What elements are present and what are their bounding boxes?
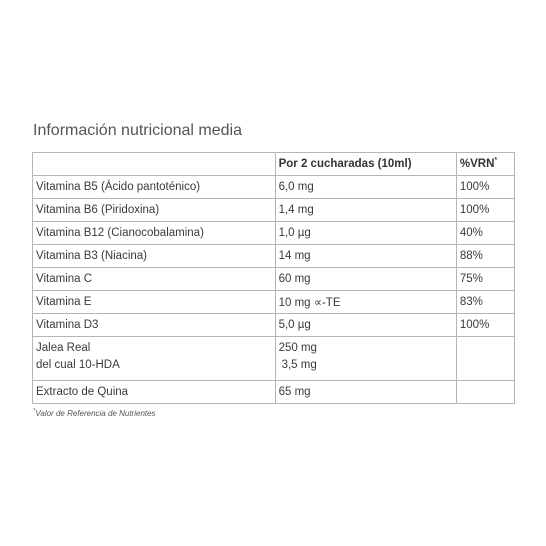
nutrient-amount: 1,4 mg bbox=[275, 199, 456, 222]
header-nutrient bbox=[33, 153, 276, 176]
nutrient-vrn: 88% bbox=[456, 245, 514, 268]
nutrient-name: Vitamina B6 (Piridoxina) bbox=[33, 199, 276, 222]
nutrient-amount: 14 mg bbox=[275, 245, 456, 268]
nutrient-amount: 6,0 mg bbox=[275, 176, 456, 199]
nutrient-amount: 60 mg bbox=[275, 268, 456, 291]
nutrient-vrn bbox=[456, 337, 514, 381]
nutrient-vrn: 100% bbox=[456, 176, 514, 199]
nutrient-name: Vitamina B3 (Niacina) bbox=[33, 245, 276, 268]
header-amount: Por 2 cucharadas (10ml) bbox=[275, 153, 456, 176]
jalea-name-line2: del cual 10-HDA bbox=[36, 359, 120, 371]
nutrient-name: Vitamina B12 (Cianocobalamina) bbox=[33, 222, 276, 245]
table-row bbox=[33, 199, 515, 222]
footnote-text: Valor de Referencia de Nutrientes bbox=[35, 409, 156, 418]
table-row bbox=[33, 222, 515, 245]
jalea-amount-line1: 250 mg bbox=[278, 342, 317, 354]
header-vrn bbox=[456, 153, 514, 176]
table-row bbox=[33, 291, 515, 314]
jalea-amount-line2: 3,5 mg bbox=[281, 359, 317, 371]
nutrient-vrn: 83% bbox=[456, 291, 514, 314]
nutrient-name: Vitamina C bbox=[33, 268, 276, 291]
nutrient-amount bbox=[275, 337, 456, 381]
nutrient-vrn bbox=[456, 381, 514, 404]
nutrient-amount: 65 mg bbox=[275, 381, 456, 404]
jalea-name-line1: Jalea Real bbox=[36, 342, 91, 354]
nutrient-vrn: 100% bbox=[456, 314, 514, 337]
nutrient-vrn: 75% bbox=[456, 268, 514, 291]
nutrient-name bbox=[33, 337, 276, 381]
nutrient-name: Vitamina E bbox=[33, 291, 276, 314]
table-row bbox=[33, 268, 515, 291]
nutrient-name: Vitamina B5 (Ácido pantoténico) bbox=[33, 176, 276, 199]
header-vrn-label: %VRN bbox=[459, 158, 495, 170]
nutrition-table bbox=[32, 152, 515, 404]
nutrient-amount: 10 mg ∝-TE bbox=[275, 291, 456, 314]
page-title: Información nutricional media bbox=[33, 122, 242, 139]
table-row bbox=[33, 314, 515, 337]
footnote-mark: * bbox=[33, 408, 36, 415]
nutrient-name: Extracto de Quina bbox=[33, 381, 276, 404]
nutrient-amount: 5,0 µg bbox=[275, 314, 456, 337]
nutrient-name: Vitamina D3 bbox=[33, 314, 276, 337]
nutrient-vrn: 40% bbox=[456, 222, 514, 245]
table-row bbox=[33, 337, 515, 381]
table-header-row bbox=[33, 153, 515, 176]
header-vrn-mark: * bbox=[494, 157, 498, 165]
table-row bbox=[33, 176, 515, 199]
footnote bbox=[33, 409, 156, 418]
nutrient-amount: 1,0 µg bbox=[275, 222, 456, 245]
table-row bbox=[33, 381, 515, 404]
nutrient-vrn: 100% bbox=[456, 199, 514, 222]
table-row bbox=[33, 245, 515, 268]
